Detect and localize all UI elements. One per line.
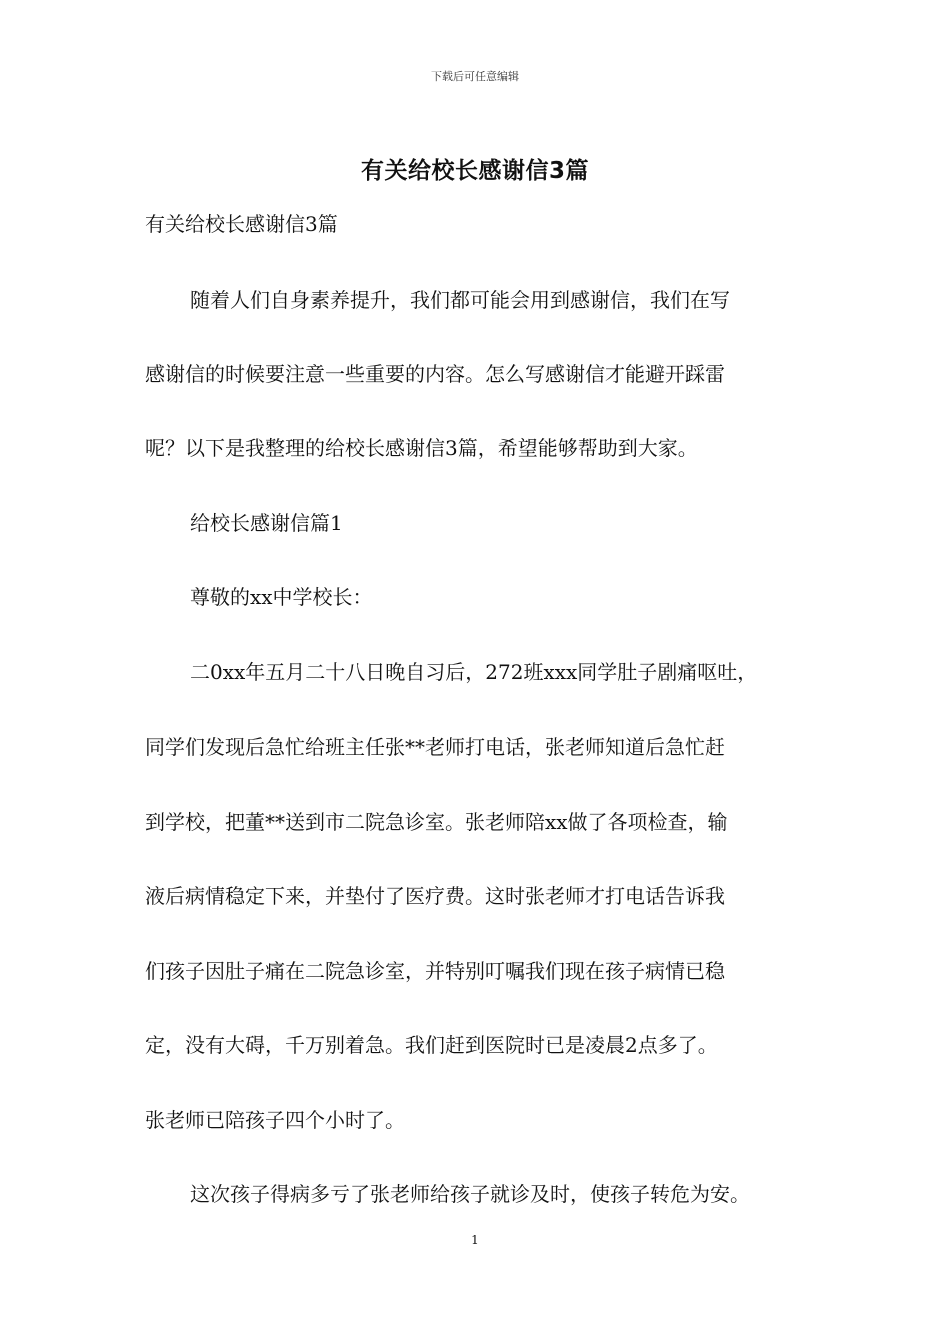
paragraph-line: 呢？以下是我整理的给校长感谢信3篇，希望能够帮助到大家。	[145, 436, 698, 460]
paragraph-line: 同学们发现后急忙给班主任张**老师打电话，张老师知道后急忙赶	[145, 735, 725, 759]
page-header: 下载后可任意编辑	[431, 70, 519, 83]
paragraph-line: 二0xx年五月二十八日晚自习后，272班xxx同学肚子剧痛呕吐，	[190, 660, 758, 684]
paragraph-line: 到学校，把董**送到市二院急诊室。张老师陪xx做了各项检查，输	[145, 810, 728, 834]
page-number: 1	[471, 1233, 479, 1247]
section-heading: 给校长感谢信篇1	[190, 511, 343, 535]
paragraph-line: 定，没有大碍，千万别着急。我们赶到医院时已是凌晨2点多了。	[145, 1033, 718, 1057]
paragraph-line: 这次孩子得病多亏了张老师给孩子就诊及时，使孩子转危为安。	[190, 1182, 750, 1206]
document-title: 有关给校长感谢信3篇	[360, 158, 589, 184]
paragraph-line: 随着人们自身素养提升，我们都可能会用到感谢信，我们在写	[190, 288, 730, 312]
paragraph-line: 们孩子因肚子痛在二院急诊室，并特别叮嘱我们现在孩子病情已稳	[145, 959, 725, 983]
paragraph-line: 张老师已陪孩子四个小时了。	[145, 1108, 405, 1132]
subtitle-line: 有关给校长感谢信3篇	[145, 212, 338, 236]
salutation-line: 尊敬的xx中学校长：	[190, 585, 373, 609]
paragraph-line: 液后病情稳定下来，并垫付了医疗费。这时张老师才打电话告诉我	[145, 884, 725, 908]
paragraph-line: 感谢信的时候要注意一些重要的内容。怎么写感谢信才能避开踩雷	[145, 362, 725, 386]
